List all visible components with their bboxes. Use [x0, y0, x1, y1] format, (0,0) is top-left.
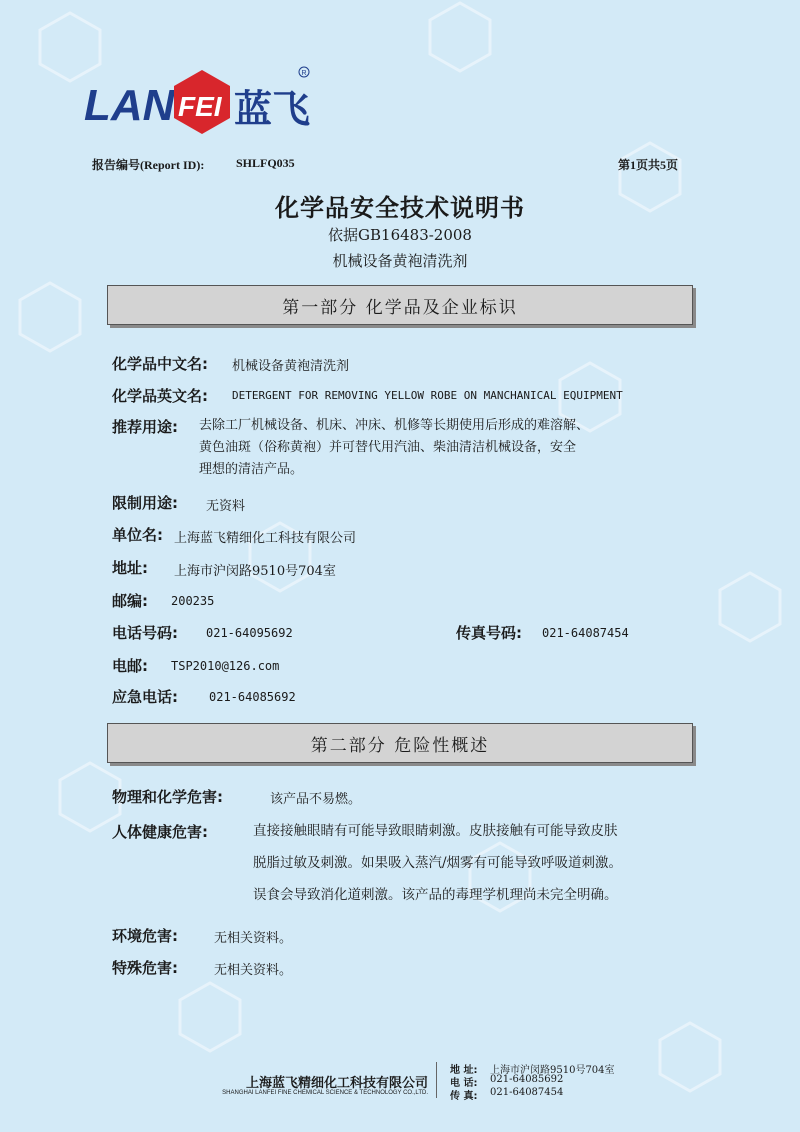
company-value: 上海蓝飞精细化工科技有限公司 [174, 531, 357, 546]
report-id-label: 报告编号(Report ID): [92, 158, 205, 172]
health-line-3: 误食会导致消化道刺激。该产品的毒理学机理尚未完全明确。 [253, 887, 618, 903]
svg-text:R: R [301, 70, 307, 77]
svg-text:蓝飞: 蓝飞 [234, 87, 311, 131]
cn-name-label: 化学品中文名: [112, 355, 208, 373]
special-value: 无相关资料。 [214, 963, 293, 978]
report-id: SHLFQ035 [236, 156, 295, 170]
section2-heading: 第二部分 危险性概述 [107, 723, 693, 763]
postcode-value: 200235 [171, 594, 215, 608]
fax-label: 传真号码: [456, 624, 522, 642]
restrict-value: 无资料 [206, 499, 246, 514]
page-info: 第1页共5页 [618, 158, 679, 172]
health-label: 人体健康危害: [112, 823, 208, 841]
en-name-value: DETERGENT FOR REMOVING YELLOW ROBE ON MANCHANICAL EQUIPMENT [232, 389, 623, 402]
document-title: 化学品安全技术说明书 [275, 194, 525, 222]
footer-fax: 021-64087454 [490, 1087, 564, 1098]
phone-value: 021-64095692 [206, 626, 293, 640]
cn-name-value: 机械设备黄袍清洗剂 [232, 359, 350, 374]
use-line-3: 理想的清洁产品。 [199, 462, 304, 477]
physchem-label: 物理和化学危害: [112, 788, 223, 806]
svg-text:FEI: FEI [178, 91, 222, 122]
email-label: 电邮: [112, 657, 148, 675]
use-line-2: 黄色油斑（俗称黄袍）并可替代用汽油、柴油清洁机械设备，安全 [199, 440, 577, 455]
lanfei-logo [84, 62, 314, 142]
footer-tel-label: 电 话: [450, 1078, 478, 1089]
footer-company-en: SHANGHAI LANFEI FINE CHEMICAL SCIENCE & TECHNOLOGY CO.,LTD. [222, 1090, 428, 1096]
document-product: 机械设备黄袍清洗剂 [332, 252, 468, 270]
phone-label: 电话号码: [112, 624, 178, 642]
health-line-1: 直接接触眼睛有可能导致眼睛刺激。皮肤接触有可能导致皮肤 [253, 823, 618, 839]
postcode-label: 邮编: [112, 592, 148, 610]
physchem-value: 该产品不易燃。 [270, 792, 362, 807]
address-label: 地址: [112, 559, 148, 577]
env-label: 环境危害: [112, 927, 178, 945]
footer-divider [436, 1062, 437, 1098]
env-value: 无相关资料。 [214, 931, 293, 946]
svg-text:LAN: LAN [84, 81, 175, 130]
emergency-value: 021-64085692 [209, 690, 296, 704]
footer-company-cn: 上海蓝飞精细化工科技有限公司 [245, 1076, 428, 1091]
footer-addr-label: 地 址: [450, 1065, 478, 1076]
footer-tel: 021-64085692 [490, 1074, 564, 1085]
use-label: 推荐用途: [112, 418, 178, 436]
fax-value: 021-64087454 [542, 626, 629, 640]
footer-fax-label: 传 真: [450, 1091, 478, 1102]
emergency-label: 应急电话: [112, 688, 178, 706]
section1-heading: 第一部分 化学品及企业标识 [107, 285, 693, 325]
use-line-1: 去除工厂机械设备、机床、冲床、机修等长期使用后形成的难溶解、 [199, 418, 590, 433]
company-label: 单位名: [112, 526, 163, 544]
en-name-label: 化学品英文名: [112, 387, 208, 405]
document-standard: 依据GB16483-2008 [328, 226, 472, 244]
email-value: TSP2010@126.com [171, 659, 280, 673]
health-line-2: 脱脂过敏及刺激。如果吸入蒸汽/烟雾有可能导致呼吸道刺激。 [253, 855, 623, 871]
address-value: 上海市沪闵路9510号704室 [174, 564, 336, 579]
footer-addr: 上海市沪闵路9510号704室 [490, 1065, 615, 1076]
special-label: 特殊危害: [112, 959, 178, 977]
restrict-label: 限制用途: [112, 494, 178, 512]
